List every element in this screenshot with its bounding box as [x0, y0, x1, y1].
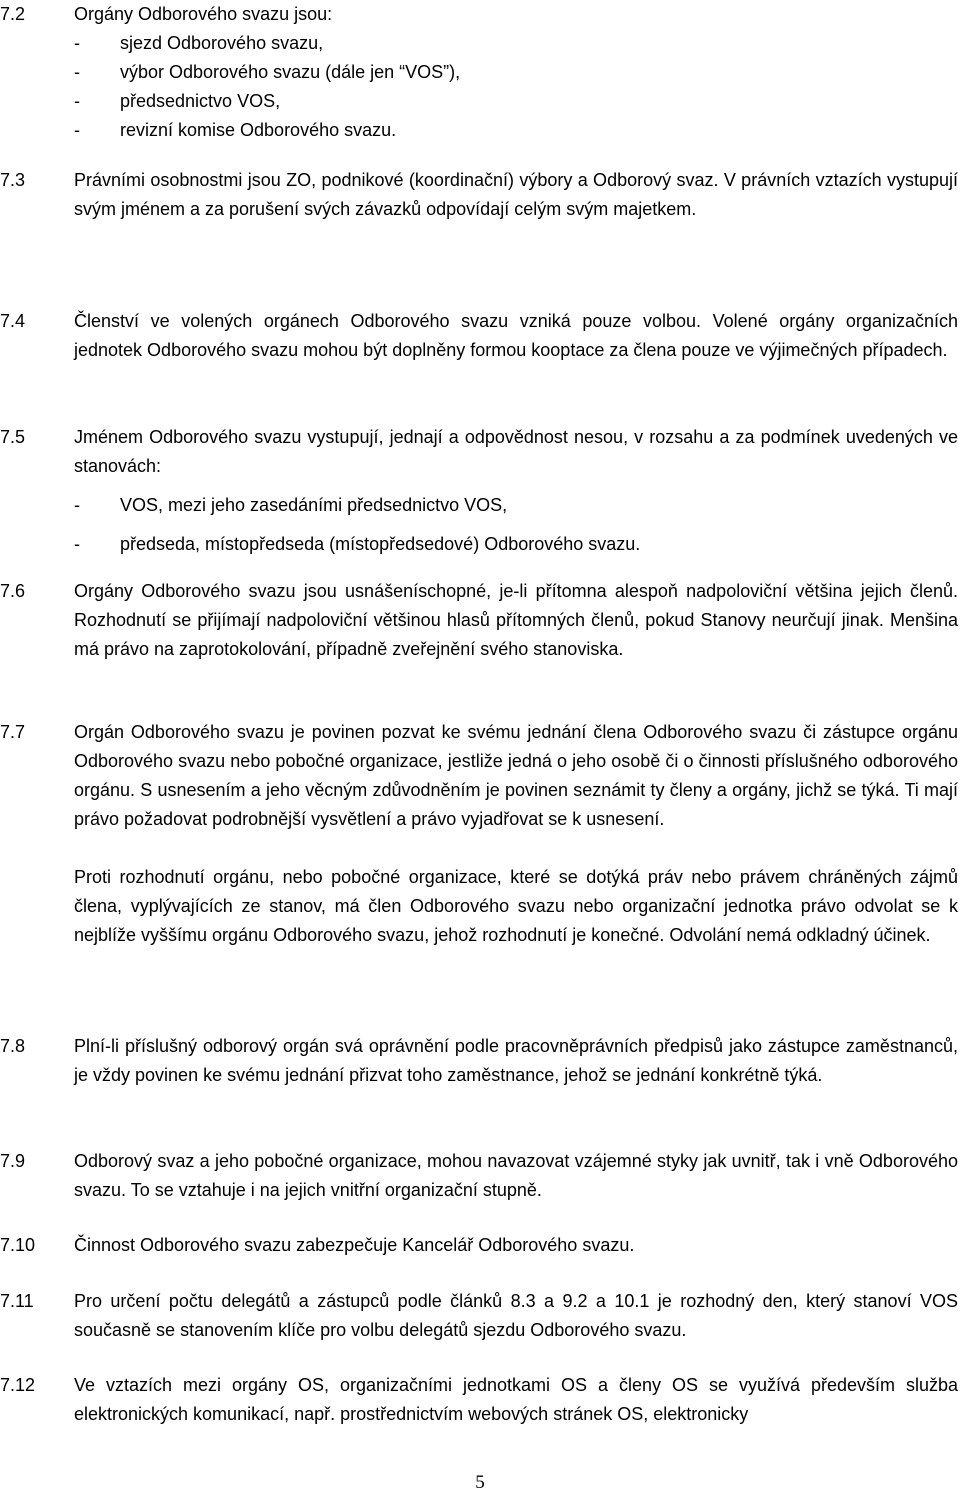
list-dash: -	[74, 33, 80, 53]
list-item: - předsednictvo VOS,	[74, 87, 958, 116]
section-number: 7.2	[0, 4, 26, 24]
section-7-10	[0, 1231, 958, 1260]
section-7-8	[0, 1032, 958, 1090]
section-number: 7.6	[0, 581, 26, 601]
list-item: - předseda, místopředseda (místopředsedové) Odborového svazu.	[74, 530, 958, 559]
section-7-11	[0, 1287, 958, 1345]
section-body	[74, 1371, 958, 1429]
section-7-12	[0, 1371, 958, 1429]
organ-list	[74, 29, 958, 145]
section-7-3	[0, 166, 958, 224]
section-body	[74, 1032, 958, 1090]
section-text: Orgány Odborového svazu jsou usnášeníschopné, je-li přítomna alespoň nadpoloviční většina jejich členů. Rozhodnutí se přijímají nadpoloviční většinou hlasů přítomných členů, pokud Stanovy neurčují jinak. Menšina má právo na zaprotokolování, případně zveřejnění svého stanoviska.	[74, 581, 958, 659]
list-item: - sjezd Odborového svazu,	[74, 29, 958, 58]
section-text: Odborový svaz a jeho pobočné organizace, mohou navazovat vzájemné styky jak uvnitř, tak i vně Odborového svazu. To se vztahuje i na jejich vnitřní organizační stupně.	[74, 1151, 958, 1200]
section-7-9	[0, 1147, 958, 1205]
section-body	[74, 0, 958, 145]
section-text: Pro určení počtu delegátů a zástupců podle článků 8.3 a 9.2 a 10.1 je rozhodný den, který stanoví VOS současně se stanovením klíče pro volbu delegátů sjezdu Odborového svazu.	[74, 1291, 958, 1340]
section-7-5	[0, 423, 958, 569]
section-body	[74, 166, 958, 224]
list-item: - VOS, mezi jeho zasedáními předsednictvo VOS,	[74, 491, 958, 520]
list-item: - výbor Odborového svazu (dále jen “VOS”),	[74, 58, 958, 87]
list-dash: -	[74, 62, 80, 82]
page-number: 5	[475, 1472, 485, 1493]
list-dash: -	[74, 495, 80, 515]
section-number: 7.8	[0, 1036, 26, 1056]
section-number: 7.5	[0, 427, 26, 447]
list-dash: -	[74, 91, 80, 111]
section-number: 7.4	[0, 311, 26, 331]
section-body	[74, 1287, 958, 1345]
section-number: 7.11	[0, 1291, 34, 1311]
list-dash: -	[74, 534, 80, 554]
section-intro: Orgány Odborového svazu jsou:	[74, 4, 333, 24]
section-body	[74, 577, 958, 664]
section-body	[74, 1231, 958, 1260]
representative-list	[74, 491, 958, 559]
list-item: - revizní komise Odborového svazu.	[74, 116, 958, 145]
section-7-4	[0, 307, 958, 365]
section-number: 7.12	[0, 1375, 36, 1395]
section-body	[74, 307, 958, 365]
section-text: Činnost Odborového svazu zabezpečuje Kancelář Odborového svazu.	[74, 1235, 635, 1255]
section-text: Ve vztazích mezi orgány OS, organizačními jednotkami OS a členy OS se využívá především služba elektronických komunikací, např. prostřednictvím webových stránek OS, elektronicky	[74, 1375, 958, 1424]
section-body	[74, 423, 958, 559]
section-text: Členství ve volených orgánech Odborového svazu vzniká pouze volbou. Volené orgány organizačních jednotek Odborového svazu mohou být doplněny formou kooptace za člena pouze ve výjimečných případech.	[74, 311, 958, 360]
section-text-continued: Proti rozhodnutí orgánu, nebo pobočné organizace, které se dotýká práv nebo právem chráněných zájmů člena, vyplývajících ze stanov, má člen Odborového svazu nebo organizační jednotka právo odvolat se k nejblíže vyššímu orgánu Odborového svazu, jehož rozhodnutí je konečné. Odvolání nemá odkladný účinek.	[74, 867, 958, 945]
section-7-6	[0, 577, 958, 664]
section-number: 7.9	[0, 1151, 26, 1171]
section-number: 7.7	[0, 722, 26, 742]
section-7-2	[0, 0, 958, 145]
section-body	[74, 718, 958, 950]
section-text: Plní-li příslušný odborový orgán svá oprávnění podle pracovněprávních předpisů jako zástupce zaměstnanců, je vždy povinen ke svému jednání přizvat toho zaměstnance, jehož se jednání konkrétně týká.	[74, 1036, 958, 1085]
section-7-7	[0, 718, 958, 950]
section-body	[74, 1147, 958, 1205]
section-number: 7.10	[0, 1235, 36, 1255]
section-text: Právními osobnostmi jsou ZO, podnikové (koordinační) výbory a Odborový svaz. V právních vztazích vystupují svým jménem a za porušení svých závazků odpovídají celým svým majetkem.	[74, 170, 958, 219]
list-dash: -	[74, 120, 80, 140]
section-number: 7.3	[0, 170, 26, 190]
section-text: Orgán Odborového svazu je povinen pozvat ke svému jednání člena Odborového svazu či zástupce orgánu Odborového svazu nebo pobočné organizace, jestliže jedná o jeho osobě či o činnosti příslušného odborového orgánu. S usnesením a jeho věcným zdůvodněním je povinen seznámit ty členy a orgány, jichž se týká. Ti mají právo požadovat podrobnější vysvětlení a právo vyjadřovat se k usnesení.	[74, 722, 958, 829]
section-intro: Jménem Odborového svazu vystupují, jednají a odpovědnost nesou, v rozsahu a za podmínek uvedených ve stanovách:	[74, 427, 958, 476]
